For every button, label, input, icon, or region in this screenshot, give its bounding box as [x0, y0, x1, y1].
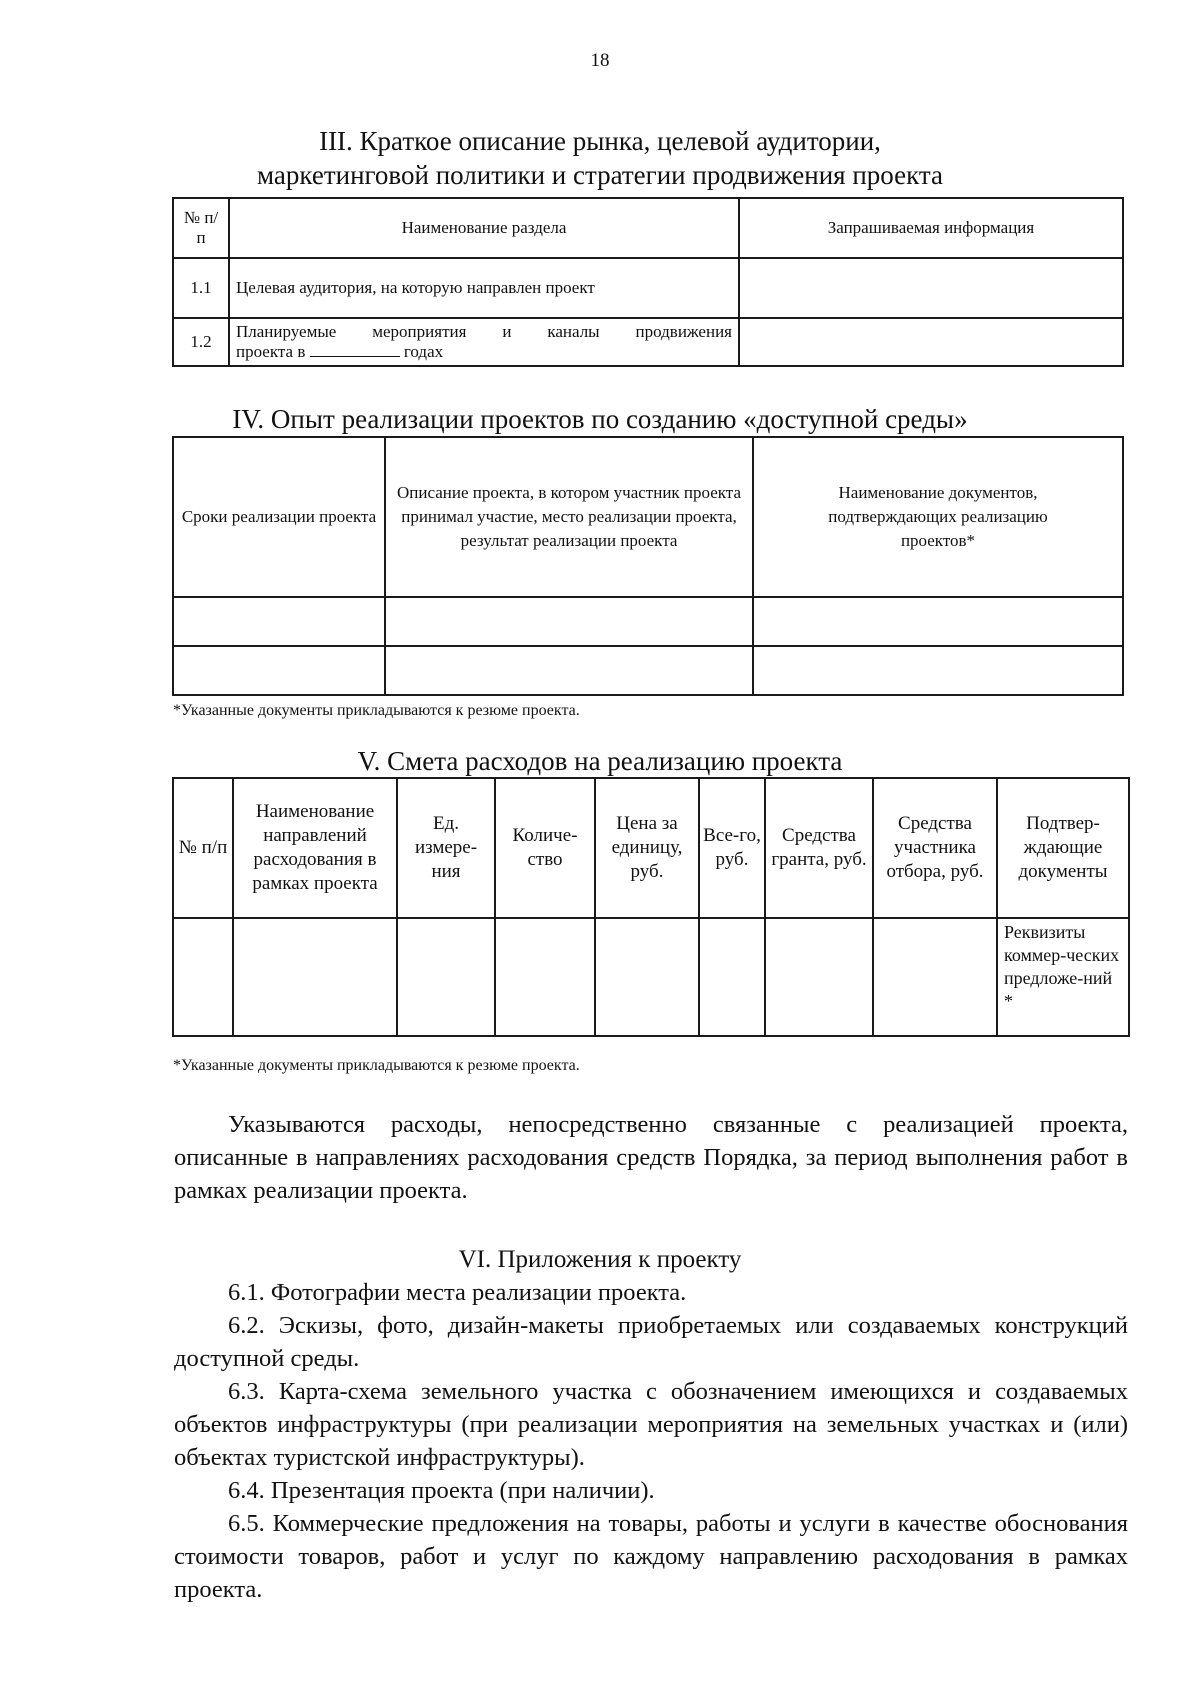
header-requested-info: Запрашиваемая информация — [739, 198, 1123, 258]
header-documents: Наименование документов, подтверждающих реализацию проектов* — [753, 437, 1123, 597]
table-row — [173, 318, 1123, 366]
row-section-name — [229, 318, 739, 366]
header-period: Сроки реализации проекта — [173, 437, 385, 597]
header-direction: Наименование направлений расходования в рамках проекта — [233, 778, 397, 918]
budget-table-header — [173, 778, 1129, 918]
row-name-line1: Планируемые мероприятия и каналы продвижения — [236, 322, 732, 341]
list-item: 6.2. Эскизы, фото, дизайн-макеты приобретаемых или создаваемых конструкций доступной среды. — [174, 1312, 1128, 1372]
experience-table-header — [173, 437, 1123, 597]
page-number: 18 — [590, 50, 610, 71]
row-num: 1.2 — [173, 318, 229, 366]
header-unit: Ед. измере-ния — [397, 778, 495, 918]
row-name-line2 — [236, 342, 732, 362]
header-quantity: Количе-ство — [495, 778, 595, 918]
section3-title-line1: III. Краткое описание рынка, целевой аудитории, — [319, 126, 881, 156]
table-cell — [173, 646, 385, 695]
list-item: 6.4. Презентация проекта (при наличии). — [228, 1477, 655, 1504]
attachments-list — [174, 1276, 1128, 1606]
section5-title: V. Смета расходов на реализацию проекта — [357, 746, 843, 776]
list-item: 6.3. Карта-схема земельного участка с обозначением имеющихся и создаваемых объектов инфраструктуры (при реализации мероприятия на земельных участках и (или) объектах туристской инфраструктуры). — [174, 1378, 1128, 1471]
expenses-paragraph: Указываются расходы, непосредственно связанные с реализацией проекта, описанные в направлениях расходования средств Порядка, за период выполнения работ в рамках реализации проекта. — [174, 1111, 1128, 1204]
table-cell — [765, 918, 873, 1036]
list-item: 6.5. Коммерческие предложения на товары, работы и услуги в качестве обоснования стоимости товаров, работ и услуг по каждому направлению расходования в рамках проекта. — [174, 1510, 1128, 1603]
table-cell — [699, 918, 765, 1036]
table-row — [173, 646, 1123, 695]
section4-title: IV. Опыт реализации проектов по созданию «доступной среды» — [232, 404, 968, 434]
table-cell — [753, 597, 1123, 646]
header-price: Цена за единицу, руб. — [595, 778, 699, 918]
table-cell — [385, 646, 753, 695]
header-section-name: Наименование раздела — [229, 198, 739, 258]
row-name-prefix: проекта в — [236, 342, 306, 361]
table-row — [173, 597, 1123, 646]
row-name-suffix: годах — [403, 342, 444, 361]
header-docs: Подтвер-ждающие документы — [997, 778, 1129, 918]
table-cell — [173, 918, 233, 1036]
row-section-name: Целевая аудитория, на которую направлен проект — [229, 258, 739, 318]
header-num: № п/п — [173, 198, 229, 258]
header-total: Все-го, руб. — [699, 778, 765, 918]
table-cell — [873, 918, 997, 1036]
section3-title-line2: маркетинговой политики и стратегии продвижения проекта — [257, 160, 943, 190]
table-cell — [397, 918, 495, 1036]
row-info — [739, 318, 1123, 366]
table-cell — [385, 597, 753, 646]
section6-title: VI. Приложения к проекту — [458, 1246, 742, 1273]
table-cell — [753, 646, 1123, 695]
table-row — [173, 918, 1129, 1036]
table-cell — [595, 918, 699, 1036]
header-description: Описание проекта, в котором участник проекта принимал участие, место реализации проекта, результат реализации проекта — [385, 437, 753, 597]
market-table-header — [173, 198, 1123, 258]
table-row — [173, 258, 1123, 318]
year-blank-field — [310, 342, 400, 357]
budget-table — [172, 777, 1130, 1037]
list-item: 6.1. Фотографии места реализации проекта. — [228, 1279, 687, 1306]
row-docs-cell: Реквизиты коммер-ческих предложе-ний * — [997, 918, 1129, 1036]
table-cell — [495, 918, 595, 1036]
header-grant: Средства гранта, руб. — [765, 778, 873, 918]
section4-footnote: *Указанные документы прикладываются к резюме проекта. — [173, 702, 580, 719]
row-info — [739, 258, 1123, 318]
market-table — [172, 197, 1124, 367]
header-num: № п/п — [173, 778, 233, 918]
section3-title — [160, 124, 1040, 192]
experience-table — [172, 436, 1124, 696]
table-cell — [233, 918, 397, 1036]
table-cell — [173, 597, 385, 646]
header-participant: Средства участника отбора, руб. — [873, 778, 997, 918]
row-num: 1.1 — [173, 258, 229, 318]
section5-footnote: *Указанные документы прикладываются к резюме проекта. — [173, 1057, 580, 1074]
